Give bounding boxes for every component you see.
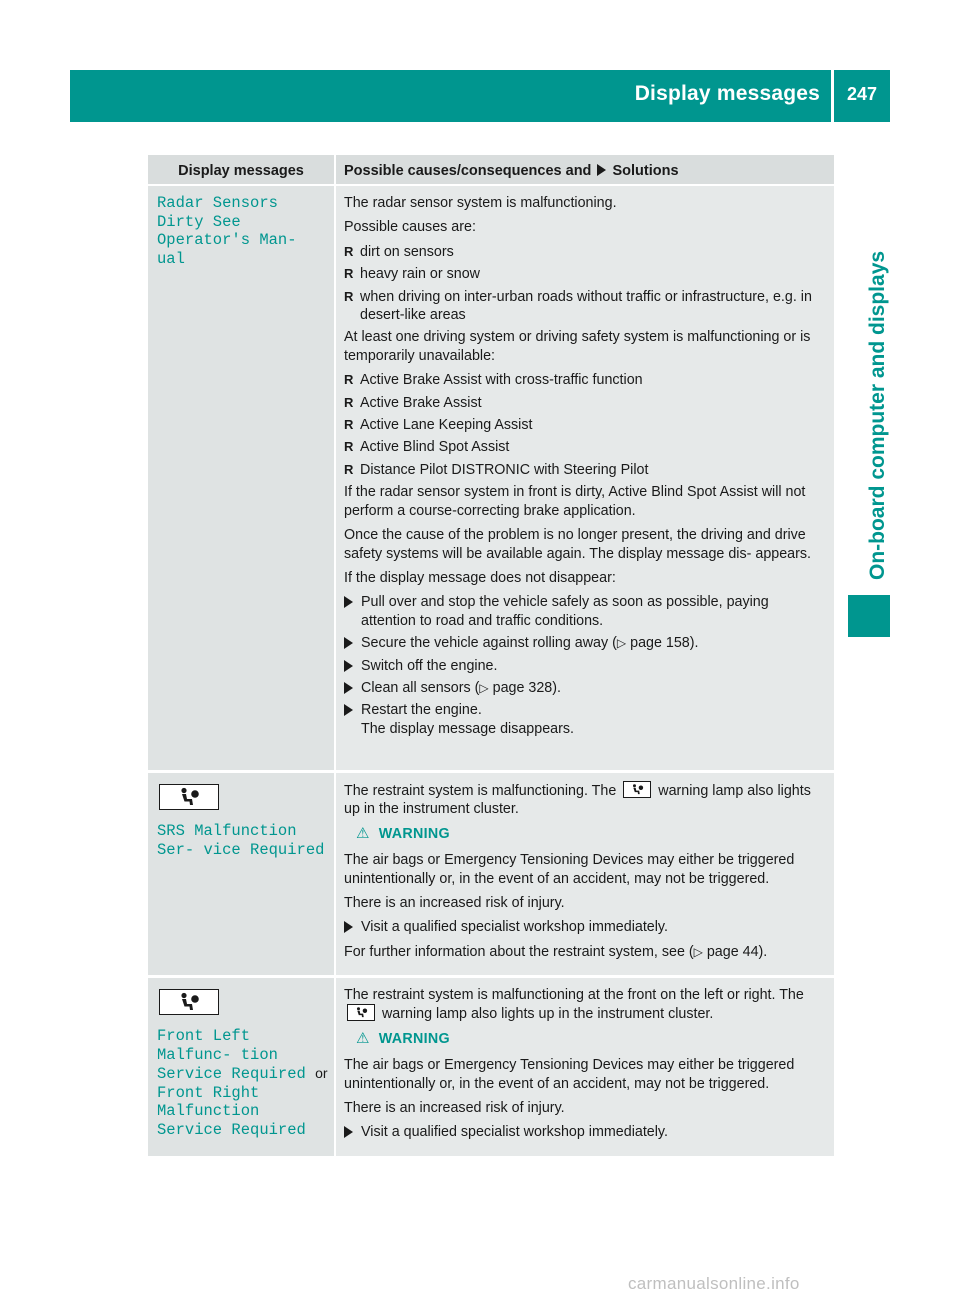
message-cell	[148, 978, 336, 1156]
paragraph: The radar sensor system is malfunctioning.	[344, 195, 617, 211]
step-item	[344, 634, 826, 652]
paragraph: If the display message does not disappear:	[344, 569, 616, 586]
message-cell	[148, 186, 336, 770]
warning-heading	[356, 825, 826, 843]
paragraph-text: The restraint system is malfunctioning. The	[344, 783, 617, 799]
paragraph: Possible causes are:	[344, 219, 476, 236]
paragraph-text: The restraint system is malfunctioning at the front on the left or right. The	[344, 987, 804, 1003]
paragraph	[344, 986, 826, 1024]
page-ref-arrow-icon: ▷	[479, 680, 489, 695]
display-message-text: SRS Malfunction Ser‑ vice Required	[157, 822, 325, 859]
step-item: Visit a qualified specialist workshop immediately.	[344, 1123, 826, 1141]
table-row	[148, 978, 834, 1156]
arrow-icon	[597, 164, 606, 176]
description-cell	[336, 773, 834, 975]
step-text: ).	[689, 635, 699, 652]
bullet-item: R Active Lane Keeping Assist	[344, 416, 826, 434]
page-reference: page 44	[706, 943, 759, 960]
paragraph	[344, 781, 826, 819]
step-text: ).	[552, 679, 561, 696]
step-item: Switch off the engine.	[344, 657, 826, 675]
display-message-text: Radar Sensors Dirty See Operator's Man‑ ual	[157, 194, 297, 268]
paragraph: Once the cause of the problem is no longer present, the driving and drive safety systems will be available again. The display message dis‑ appears.	[344, 527, 812, 562]
page-header	[70, 70, 890, 122]
bullet-item: R Active Blind Spot Assist	[344, 438, 826, 456]
paragraph: There is an increased risk of injury.	[344, 895, 565, 912]
step-result: The display message disappears.	[361, 720, 574, 737]
airbag-icon	[355, 1006, 369, 1019]
airbag-warning-lamp-icon	[159, 989, 219, 1015]
airbag-icon	[178, 992, 202, 1012]
bullet-item: R dirt on sensors	[344, 243, 826, 261]
table-header	[148, 155, 834, 186]
step-item	[344, 701, 826, 738]
step-text: Secure the vehicle against rolling away (	[361, 635, 617, 652]
paragraph: The air bags or Emergency Tensioning Devices may either be triggered unintentionally or, in the event of an accident, may not be triggered.	[344, 1057, 795, 1092]
step-item: Visit a qualified specialist workshop immediately.	[344, 918, 826, 936]
airbag-warning-lamp-icon	[623, 781, 651, 798]
page-number: 247	[846, 84, 878, 104]
description-cell	[336, 978, 834, 1156]
bullet-item: R Distance Pilot DISTRONIC with Steering Pilot	[344, 461, 826, 479]
display-message-text	[157, 1027, 329, 1139]
paragraph-text: warning lamp also lights up in the instrument cluster.	[381, 1006, 714, 1023]
table-row	[148, 773, 834, 978]
display-message-front-left: Front Left Malfunc‑ tion Service Required	[157, 1027, 306, 1083]
airbag-warning-lamp-icon	[159, 784, 219, 810]
watermark: carmanualsonline.info	[628, 1274, 800, 1293]
header-title: Display messages	[634, 82, 820, 105]
warning-label: WARNING	[378, 1030, 450, 1047]
step-item	[344, 679, 826, 697]
bullet-item: R Active Brake Assist with cross-traffic function	[344, 371, 826, 389]
paragraph-text: ).	[758, 943, 768, 960]
paragraph	[344, 943, 826, 961]
table-row	[148, 186, 834, 773]
column-header-messages: Display messages	[148, 155, 336, 184]
bullet-item: R Active Brake Assist	[344, 394, 826, 412]
paragraph-text: warning lamp also lights up in the instrument cluster.	[344, 783, 811, 818]
display-messages-table	[148, 155, 834, 1156]
warning-label: WARNING	[378, 825, 450, 842]
page-reference: page 158	[630, 635, 690, 652]
page-ref-arrow-icon: ▷	[693, 944, 703, 959]
page-ref-arrow-icon: ▷	[616, 636, 627, 651]
airbag-warning-lamp-icon	[347, 1004, 375, 1021]
step-item: Pull over and stop the vehicle safely as soon as possible, paying attention to road and traffic conditions.	[344, 593, 826, 630]
or-text: or	[315, 1065, 328, 1081]
side-tab-label: On-board computer and displays	[866, 250, 889, 580]
warning-heading	[356, 1030, 826, 1048]
page-reference: page 328	[492, 679, 553, 696]
column-header-solutions-text: Solutions	[612, 163, 679, 179]
bullet-item: R when driving on inter-urban roads without traffic or infrastructure, e.g. in desert-like areas	[344, 288, 826, 325]
message-cell	[148, 773, 336, 975]
display-message-front-right: Front Right Malfunction Service Required	[157, 1083, 306, 1139]
step-text: Restart the engine.	[361, 702, 482, 719]
airbag-icon	[178, 787, 202, 807]
paragraph: At least one driving system or driving safety system is malfunctioning or is temporarily unavailable:	[344, 329, 811, 364]
bullet-item: R heavy rain or snow	[344, 265, 826, 283]
side-tab-block	[848, 595, 890, 637]
step-text: Clean all sensors (	[361, 679, 480, 696]
paragraph: There is an increased risk of injury.	[344, 1100, 565, 1117]
warning-triangle-icon: ⚠	[356, 1029, 370, 1047]
column-header-causes	[336, 155, 834, 184]
paragraph: If the radar sensor system in front is dirty, Active Blind Spot Assist will not perform a course-correcting brake application.	[344, 484, 806, 519]
airbag-icon	[631, 783, 645, 796]
column-header-causes-text: Possible causes/consequences and	[344, 163, 592, 179]
warning-triangle-icon: ⚠	[356, 824, 370, 842]
description-cell	[336, 186, 834, 770]
paragraph: The air bags or Emergency Tensioning Devices may either be triggered unintentionally or, in the event of an accident, may not be triggered.	[344, 852, 795, 887]
paragraph-text: For further information about the restraint system, see (	[344, 943, 694, 960]
